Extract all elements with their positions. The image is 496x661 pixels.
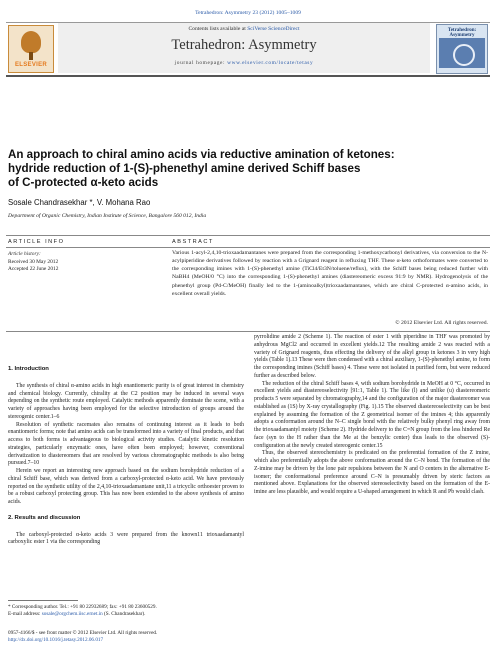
- sciencedirect-link[interactable]: SciVerse ScienceDirect: [247, 26, 300, 32]
- author-list: Sosale Chandrasekhar *, V. Mohana Rao: [8, 198, 151, 207]
- homepage-prefix: journal homepage:: [174, 60, 228, 66]
- body-paragraph: The carboxyl-protected α-keto acids 3 were prepared from the known11 trioxaadamantyl carboxylic ester 1 via the corresponding: [8, 531, 244, 546]
- contents-prefix: Contents lists available at: [188, 26, 248, 32]
- doi-link[interactable]: http://dx.doi.org/10.1016/j.tetasy.2012.06.017: [8, 637, 104, 643]
- tree-trunk-icon: [29, 52, 33, 60]
- footnote-divider: [8, 600, 78, 601]
- accepted-date: Accepted 22 June 2012: [8, 266, 59, 272]
- title-line: An approach to chiral amino acids via reductive amination of ketones:: [8, 148, 395, 161]
- received-date: Received 30 May 2012: [8, 259, 59, 265]
- divider: [6, 331, 490, 332]
- journal-citation[interactable]: Tetrahedron: Asymmetry 23 (2012) 1005–1009: [195, 10, 301, 16]
- body-paragraph: pyrrolidine amide 2 (Scheme 1). The reaction of ester 1 with piperidine in THF was promoted by anhydrous MgCl2 and occurred in excellent yields.12 The resulting amide 2 was reacted with a variety of Grignard reagents, thus effecting the delivery of the alkyl group in ketones 3 in very high yields (Table 1).13 These were then condensed with a chiral auxiliary, 1-(S)-phenethyl amine, to form the corresponding imines (Schiff bases) 4. These were not isolated in purified form, but were reduced further as described below.: [254, 334, 490, 379]
- ring-icon: [453, 44, 475, 66]
- tree-icon: [21, 31, 41, 53]
- divider: [6, 235, 490, 236]
- abstract-text: Various 1-acyl-2,4,10-trioxaadamantanes were prepared from the corresponding 1-methoxycarbonyl derivatives, via conversion to the N-acylpiperidine derivatives followed by reaction with a Grignard reagent in refluxing THF. These α-keto orthoformates were converted to the corresponding imines with 1-(S)-phenethyl amine (TiCl4/Et3N/toluene/reflux), with the Schiff bases being reduced further with NaBH4 (MeOH/0 °C) into the corresponding 1-(S)-phenethyl amines (diastereomeric excess 91:9 by NMR). Hydrogenolysis of the phenethyl group (Pd-C/MeOH) finally led to the 1-(aminoalkyl)trioxaadamantanes, which are chiral C-protected α-amino acids, in excellent overall yields.: [172, 250, 488, 297]
- publisher-logo-text: ELSEVIER: [14, 62, 48, 68]
- title-line: hydride reduction of 1-(S)-phenethyl amine derived Schiff bases: [8, 162, 361, 175]
- cover-artwork: [439, 38, 485, 68]
- homepage-link[interactable]: www.elsevier.com/locate/tetasy: [227, 60, 314, 66]
- journal-cover-thumbnail: [436, 24, 488, 74]
- email-suffix: (S. Chandrasekhar).: [102, 611, 146, 617]
- corresponding-author-note: * Corresponding author. Tel.: +91 80 22932689; fax: +91 80 23600529.: [8, 604, 157, 610]
- body-paragraph: Thus, the observed stereochemistry is predicated on the preferential formation of the Z imine, which also preferentially adopts the above conformation around the C–N bond. The formation of the Z-imine may be driven by the lone pair repulsions between the N and O centers in the alternative E-isomer; the conformational preference around C–N is presumably driven by steric factors as mentioned above. Explanations for the observed stereoselectivity based on the formation of the E-imine are less plausible, and would require a U-shaped arrangement in which R and Pb would clash.: [254, 450, 490, 495]
- journal-homepage: [58, 60, 430, 66]
- elsevier-logo: [8, 25, 54, 73]
- article-history-label: Article history:: [8, 251, 41, 257]
- email-note: [8, 611, 244, 618]
- divider: [6, 247, 490, 248]
- journal-title: Tetrahedron: Asymmetry: [171, 37, 317, 53]
- title-line: of C-protected α-keto acids: [8, 176, 159, 189]
- contents-availability: [58, 26, 430, 32]
- author-affiliation: Department of Organic Chemistry, Indian Institute of Science, Bangalore 560 012, India: [8, 213, 207, 219]
- body-paragraph: Resolution of synthetic racemates also remains of continuing interest as it leads to both enantiomeric forms; note that amino acids can be transformed into a variety of final products, and that access to both forms is advantageous to biological activity studies. Catalytic kinetic resolution strategies, particularly enzymatic ones, have often been employed; however, conventional derivatization to diastereomers that are resolved by various chromatographic methods is also being pursued.7–10: [8, 421, 244, 467]
- issn-line: 0957-4166/$ - see front matter © 2012 Elsevier Ltd. All rights reserved.: [8, 630, 158, 636]
- email-link[interactable]: sosale@orgchem.iisc.ernet.in: [41, 611, 103, 617]
- cover-title: Tetrahedron: Asymmetry: [447, 28, 477, 38]
- abstract-copyright: © 2012 Elsevier Ltd. All rights reserved.: [395, 320, 488, 326]
- left-column: [8, 366, 244, 547]
- article-info-heading: ARTICLE INFO: [8, 239, 65, 245]
- results-heading: 2. Results and discussion: [8, 514, 81, 521]
- introduction-heading: 1. Introduction: [8, 366, 49, 372]
- body-paragraph: Herein we report an interesting new approach based on the sodium borohydride reduction of a chiral Schiff base, which was derived from a carboxyl-protected α-keto acid. We have previously reported on the synthetic utility of the 2,4,10-trioxaadamantane unit,11 a tricyclic orthoester proven to be a robust carboxyl protecting group. This has now been extended to the above synthesis of amino acids.: [8, 468, 244, 505]
- abstract-heading: ABSTRACT: [172, 239, 214, 245]
- right-column: [254, 334, 490, 497]
- body-paragraph: The synthesis of chiral α-amino acids in high enantiomeric purity is of great interest in chemistry and chemical biology. Currently, chirality at the C2 position may be induced in several ways depending on the synthetic route employed. Catalytic methods apparently dominate the scene, with a variety of approaches having been employed for the selective introduction of groups around the stereogenic center.1–6: [8, 382, 244, 420]
- article-title: [8, 148, 488, 190]
- email-prefix: E-mail address:: [8, 611, 42, 617]
- body-paragraph: The reduction of the chiral Schiff bases 4, with sodium borohydride in MeOH at 0 °C, occurred in excellent yields and diastereoselectivity [91:1, Table 1). The like (l) and unlike (u) diastereomeric products 5 were separated by chromatography,14 and the configuration of the major diastereomer was established as (1S) by X-ray crystallography (Fig. 1).15 The observed diastereoselectivity can be best explained by assuming the formation of the Z geometrical isomer of the imines 4; this apparently adopts a conformation around the N–C single bond with the relatively bulky phenyl ring away from the trioxaadamantyl moiety (Scheme 2). Hydride delivery to the C=N group from the less hindered Re face (syn to the H rather than the Me at the benzylic center) thus leads to the observed (S)-configuration at the newly created stereogenic center.15: [254, 380, 490, 449]
